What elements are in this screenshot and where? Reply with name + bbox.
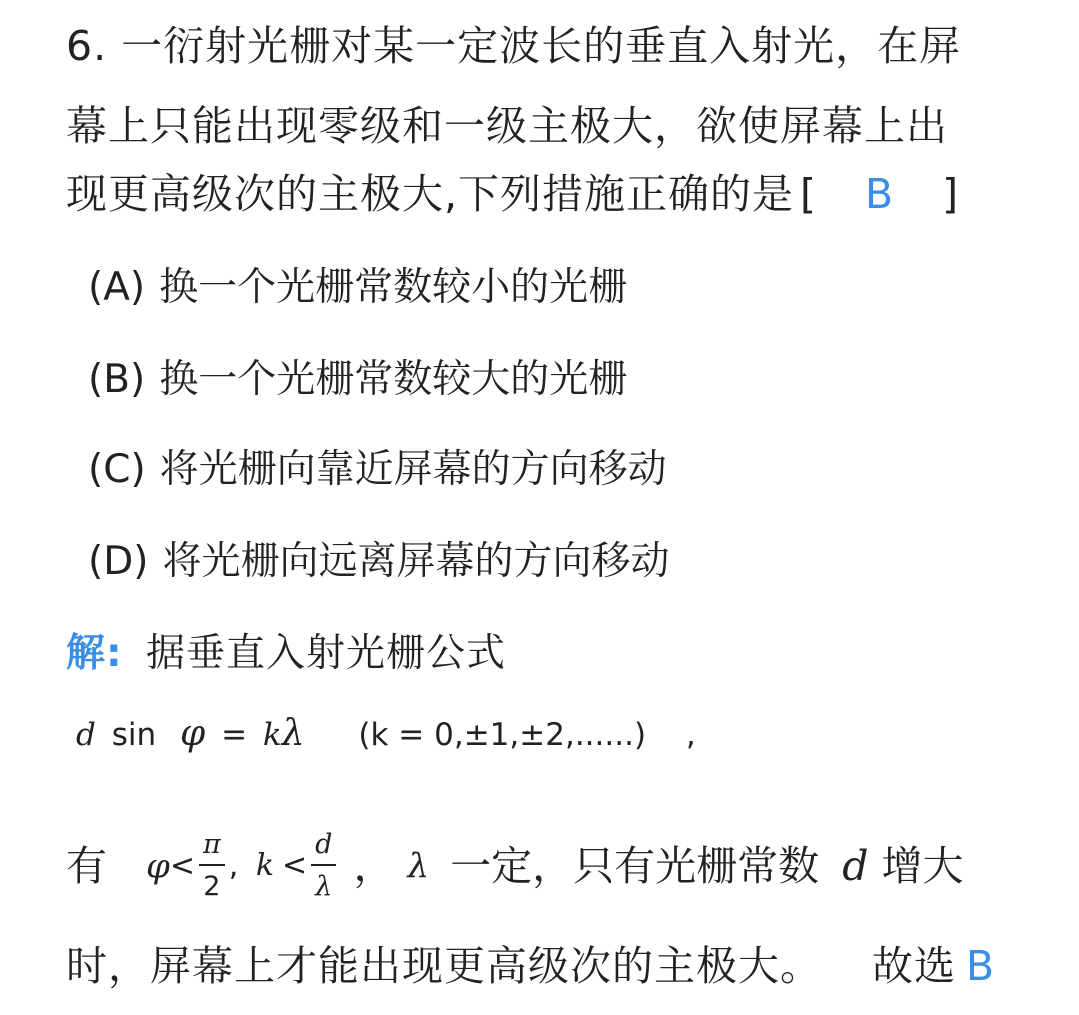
choose-answer: B	[966, 942, 996, 990]
formula-phi: φ	[180, 713, 206, 754]
solution-label: 解:	[66, 631, 123, 676]
choose-text: 故选	[872, 942, 957, 990]
formula-condition: (k = 0,±1,±2,......)	[358, 717, 647, 753]
condition-text-a: 一定，只有光栅常数	[450, 842, 820, 890]
condition-text-b: 增大	[881, 842, 964, 890]
option-b-label: (B)	[88, 357, 146, 402]
question-line-3-text: 现更高级次的主极大,下列措施正确的是	[66, 170, 795, 218]
condition-lt-1: <	[169, 848, 195, 884]
option-c-text: 将光栅向靠近屏幕的方向移动	[159, 447, 667, 492]
option-b	[88, 352, 627, 408]
option-a-text: 换一个光栅常数较小的光栅	[159, 265, 628, 310]
question-line-1: 6. 一衍射光栅对某一定波长的垂直入射光，在屏	[66, 22, 962, 70]
condition-separator: ,	[228, 848, 239, 884]
fraction-pi-over-2	[199, 830, 225, 902]
solution-intro	[66, 626, 506, 682]
condition-k: k	[255, 848, 275, 884]
condition-phi: φ	[146, 846, 170, 887]
formula-d: d	[76, 717, 96, 753]
answer-bracket-open: [	[800, 170, 818, 218]
fraction-lambda-denominator: λ	[315, 871, 333, 903]
fraction-pi-denominator: 2	[203, 871, 221, 903]
condition-lambda: λ	[407, 846, 430, 886]
option-a	[88, 260, 627, 316]
answer-letter: B	[865, 170, 895, 218]
answer-bracket-close: ]	[942, 170, 960, 218]
condition-line	[66, 818, 964, 908]
formula-sin: sin	[111, 717, 157, 753]
formula-equals: =	[221, 717, 248, 753]
condition-d: d	[842, 842, 869, 890]
formula-comma: ,	[685, 717, 696, 753]
option-d	[88, 534, 669, 590]
question-line-2: 幕上只能出现零级和一级主极大，欲使屏幕上出	[66, 102, 948, 150]
question-line-3	[66, 166, 959, 222]
condition-math	[146, 821, 340, 912]
fraction-d-over-lambda	[311, 830, 336, 902]
conclusion-line	[66, 938, 995, 994]
option-c	[88, 442, 667, 498]
condition-prefix: 有	[66, 842, 107, 890]
formula-lambda: λ	[281, 713, 305, 754]
condition-lt-2: <	[282, 848, 308, 884]
condition-comma: ，	[353, 842, 395, 890]
option-a-label: (A)	[88, 265, 146, 310]
fraction-d-numerator: d	[311, 830, 336, 866]
option-d-text: 将光栅向远离屏幕的方向移动	[162, 539, 670, 584]
conclusion-text: 时，屏幕上才能出现更高级次的主极大。	[66, 942, 822, 990]
formula-k: k	[262, 717, 282, 753]
option-d-label: (D)	[88, 539, 149, 584]
grating-formula	[76, 712, 696, 757]
option-b-text: 换一个光栅常数较大的光栅	[159, 357, 628, 402]
fraction-pi-numerator: π	[199, 830, 225, 866]
solution-intro-text: 据垂直入射光栅公式	[146, 631, 507, 676]
option-c-label: (C)	[88, 447, 146, 492]
